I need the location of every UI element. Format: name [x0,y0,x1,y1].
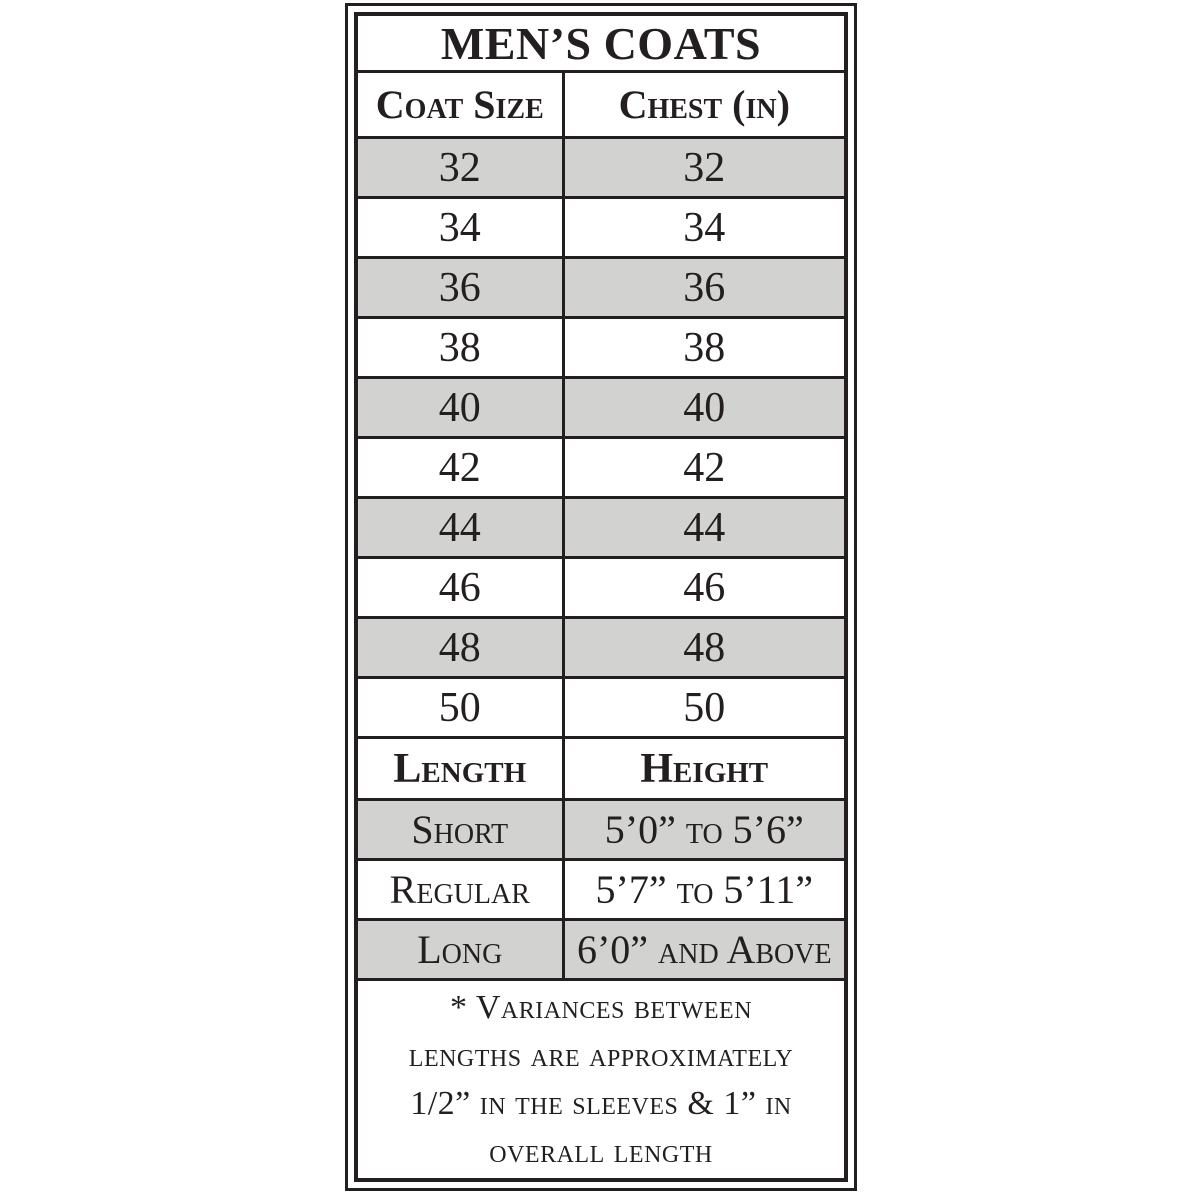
column-header-height: Height [640,745,769,792]
coat-size-value: 36 [358,259,565,316]
coat-size-value: 46 [358,559,565,616]
size-row-46 [358,559,844,619]
chest-value: 46 [683,564,726,611]
chest-value: 36 [683,264,726,311]
chest-value: 32 [683,144,726,191]
size-row-32 [358,139,844,199]
chest-value: 38 [683,324,726,371]
chest-value: 48 [683,624,726,671]
column-header-length: Length [358,739,565,798]
size-chart-inner-frame [354,12,848,1182]
length-row-long [358,921,844,981]
chest-value: 50 [683,684,726,731]
length-row-short [358,801,844,861]
height-range-value: 5’7” to 5’11” [595,867,814,912]
size-table-header-row [358,73,844,139]
size-row-44 [358,499,844,559]
coat-size-value: 38 [358,319,565,376]
chest-value: 44 [683,504,726,551]
size-row-36 [358,259,844,319]
length-value: Short [358,801,565,858]
mens-coats-size-chart [345,3,857,1191]
coat-size-value: 48 [358,619,565,676]
coat-size-value: 42 [358,439,565,496]
size-row-42 [358,439,844,499]
size-row-38 [358,319,844,379]
chart-title-row [358,16,844,73]
size-row-34 [358,199,844,259]
length-value: Regular [358,861,565,918]
size-row-40 [358,379,844,439]
length-value: Long [358,921,565,978]
coat-size-value: 44 [358,499,565,556]
height-range-value: 6’0” and Above [576,927,832,972]
size-row-48 [358,619,844,679]
coat-size-value: 34 [358,199,565,256]
column-header-coat-size: Coat Size [358,73,565,136]
length-table-header-row [358,739,844,801]
chest-value: 42 [683,444,726,491]
size-row-50 [358,679,844,739]
chart-title: MEN’S COATS [440,17,762,69]
footnote-line: 1/2” in the sleeves & 1” in [410,1084,792,1122]
footnote-line: lengths are approximately [408,1036,794,1074]
footnote-line: overall length [489,1132,713,1170]
coat-size-value: 40 [358,379,565,436]
coat-size-value: 32 [358,139,565,196]
variance-footnote [358,981,844,1178]
column-header-chest: Chest (in) [618,82,790,127]
height-range-value: 5’0” to 5’6” [604,807,804,852]
coat-size-value: 50 [358,679,565,736]
length-row-regular [358,861,844,921]
footnote-line: * Variances between [449,988,753,1026]
chest-value: 34 [683,204,726,251]
chest-value: 40 [683,384,726,431]
